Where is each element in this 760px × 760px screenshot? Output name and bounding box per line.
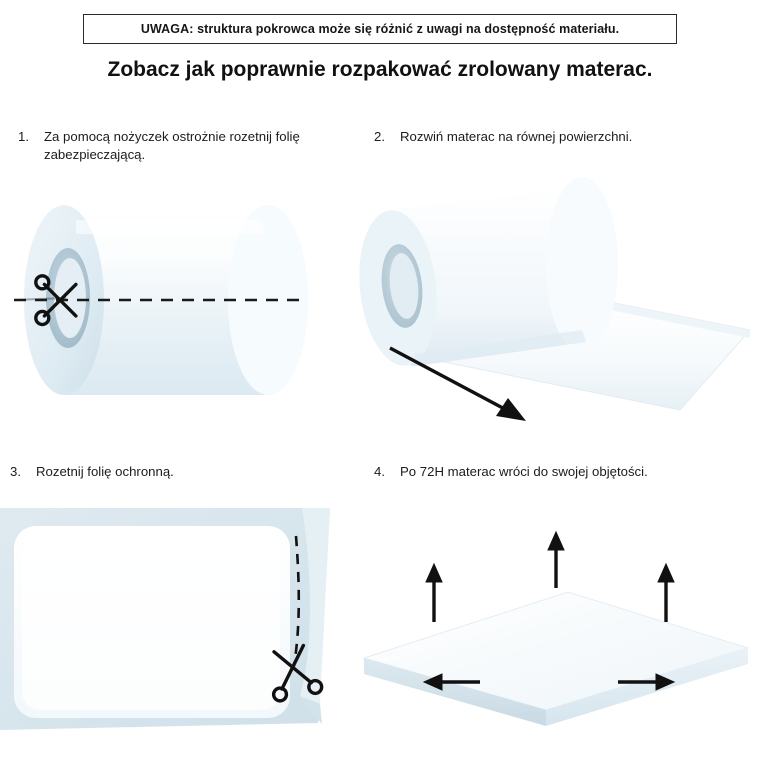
step-4 — [374, 463, 754, 481]
step-2-heading — [374, 128, 744, 146]
step-2-illustration — [350, 170, 760, 435]
step-3 — [10, 463, 350, 481]
step-1-number: 1. — [18, 129, 29, 144]
step-2-text: Rozwiń materac na równej powierzchni. — [400, 129, 633, 144]
step-1 — [18, 128, 358, 164]
step-1-illustration — [6, 180, 346, 400]
step-1-text: Za pomocą nożyczek ostrożnie rozetnij folię zabezpieczającą. — [44, 129, 300, 163]
step-4-illustration — [350, 530, 760, 745]
step-3-illustration — [0, 508, 350, 743]
step-3-heading — [10, 463, 350, 481]
step-1-heading — [18, 128, 358, 164]
step-2-number: 2. — [374, 129, 385, 144]
step-4-heading — [374, 463, 754, 481]
step-3-text: Rozetnij folię ochronną. — [36, 464, 174, 479]
page-title: Zobacz jak poprawnie rozpakować zrolowany materac. — [107, 58, 653, 81]
notice-banner — [83, 14, 677, 44]
notice-text: UWAGA: struktura pokrowca może się różnić z uwagi na dostępność materiału. — [140, 22, 620, 36]
step-3-number: 3. — [10, 464, 21, 479]
step-2 — [374, 128, 744, 146]
step-4-text: Po 72H materac wróci do swojej objętości. — [400, 464, 648, 479]
step-4-number: 4. — [374, 464, 385, 479]
